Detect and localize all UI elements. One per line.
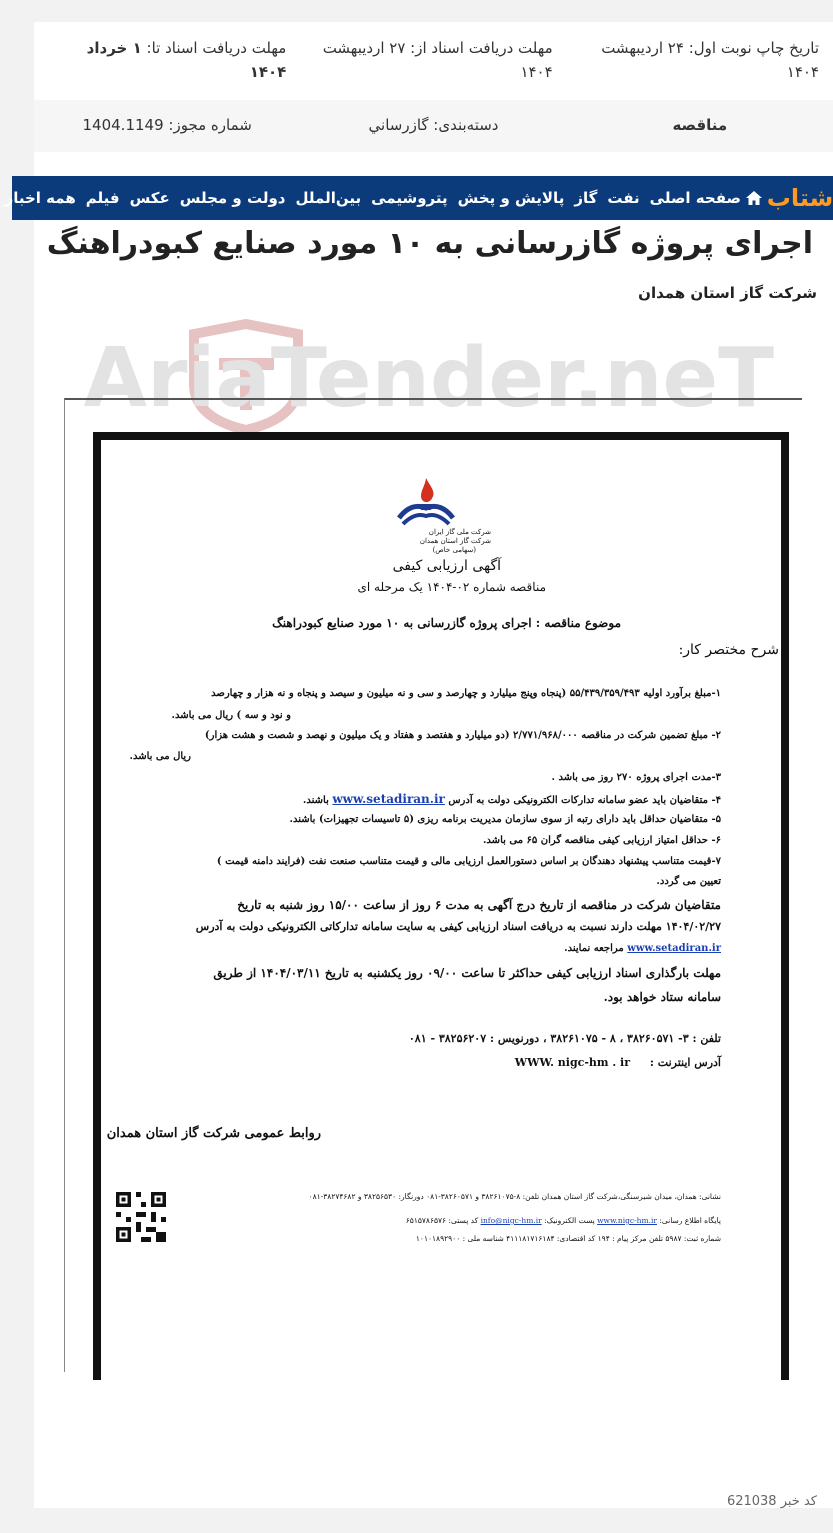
article-headline: اجرای پروژه گازرسانی به ۱۰ مورد صنایع کبودراهنگ <box>46 226 813 261</box>
nav-item-petrochemical[interactable]: پتروشیمی <box>371 189 448 207</box>
doc-subject: موضوع مناقصه : اجرای پروژه گازرسانی به ۱۰ مورد صنایع کبودراهنگ <box>272 616 621 630</box>
footer-line-3: شماره ثبت: ۵۹۸۷ تلفن مرکز پیام : ۱۹۴ کد اقتصادی: ۴۱۱۱۸۱۷۱۶۱۸۴ شناسه ملی : ۱۰۱۰۱۸۹۲۹۰۰ <box>415 1234 721 1243</box>
nav-item-oil[interactable]: نفت <box>607 189 640 207</box>
info-row-meta <box>34 100 833 152</box>
signature: روابط عمومی شرکت گاز استان همدان <box>106 1126 321 1141</box>
news-code: کد خبر 621038 <box>726 1494 817 1509</box>
org-line-1: شرکت ملی گاز ایران <box>428 528 491 536</box>
footer-email-link[interactable]: info@nigc-hm.ir <box>480 1216 542 1225</box>
doc-item-6: ۶- حداقل امتیاز ارزیابی کیفی مناقصه گران ۶۵ می باشد. <box>482 835 721 846</box>
para1-line3 <box>564 943 721 954</box>
tender-info-grid <box>34 22 833 152</box>
nav-item-refining[interactable]: پالایش و پخش <box>457 189 565 207</box>
doc-item-4-suffix: باشند. <box>302 795 329 806</box>
footer-line-2 <box>406 1216 721 1225</box>
doc-item-1b: و نود و سه ) ریال می باشد. <box>171 710 291 721</box>
tender-category: دسته‌بندی: گازرساني <box>368 116 499 134</box>
site-logo[interactable]: شتاب <box>766 184 833 212</box>
internet-line <box>515 1056 721 1069</box>
nav-item-government[interactable]: دولت و مجلس <box>179 189 286 207</box>
doc-item-5: ۵- متقاضیان حداقل باید دارای رتبه از سوی سازمان مدیریت برنامه ریزی (۵ تاسیسات تجهیزات) باشند. <box>289 814 721 825</box>
setadiran-link-2[interactable]: www.setadiran.ir <box>627 943 721 954</box>
tender-type-label: مناقصه <box>672 116 728 134</box>
company-name[interactable]: شرکت گاز استان همدان <box>638 284 817 302</box>
nav-item-photo[interactable]: عکس <box>129 189 170 207</box>
org-line-2: شرکت گاز استان همدان <box>419 537 491 545</box>
home-icon <box>746 191 762 205</box>
phone-line: تلفن : ۳- ۳۸۲۶۰۵۷۱ ، ۸ - ۳۸۲۶۱۰۷۵ ، دورنویس : ۳۸۲۵۶۲۰۷ - ۰۸۱ <box>408 1032 721 1045</box>
doc-title: آگهی ارزیابی کیفی <box>392 558 501 574</box>
tender-type <box>567 100 833 152</box>
watermark-text: AriaTender.neT <box>83 331 774 426</box>
nav-item-international[interactable]: بین‌الملل <box>295 189 362 207</box>
internet-label: آدرس اینترنت : <box>649 1056 721 1069</box>
setadiran-link[interactable]: www.setadiran.ir <box>332 792 445 806</box>
nigc-logo-icon <box>391 474 461 534</box>
tender-document-image <box>64 398 802 1372</box>
footer-site-label: پایگاه اطلاع رسانی: <box>659 1216 721 1225</box>
doc-item-4-text: ۴- متقاضیان باید عضو سامانه تدارکات الکترونیکی دولت به آدرس <box>448 795 721 806</box>
doc-item-2: ۲- مبلغ تضمین شرکت در مناقصه ۲/۷۷۱/۹۶۸/۰۰۰ (دو میلیارد و هفتصد و هفتاد و یک میلیون و نهصد و شصت و هشت هزار) <box>204 730 721 741</box>
receive-until-label: مهلت دریافت اسناد تا: <box>146 39 287 57</box>
doc-item-2b: ریال می باشد. <box>129 751 191 762</box>
print-date: تاریخ چاپ نوبت اول: ۲۴ اردیبهشت ۱۴۰۴ <box>601 39 819 81</box>
receive-until-date <box>34 22 300 100</box>
footer-postal: کد پستی: ۶۵۱۵۷۸۶۵۷۶ <box>405 1216 479 1225</box>
footer-line-1: نشانی: همدان، میدان شیرسنگی،شرکت گاز استان همدان تلفن: ۸-۳۸۲۶۱۰۷۵ و ۳۸۲۶۰۵۷۱-۰۸۱ دورنگار: ۳۸۲۵۶۵۳۰ و ۳۸۲۷۴۶۸۲-۰۸۱ <box>308 1192 721 1201</box>
org-line-3: (سهامی خاص) <box>432 546 476 554</box>
nav-item-gas[interactable]: گاز <box>574 189 598 207</box>
para2-line2: سامانه ستاد خواهد بود. <box>603 990 721 1004</box>
tender-card <box>34 22 833 1508</box>
doc-item-3: ۳-مدت اجرای پروژه ۲۷۰ روز می باشد . <box>551 772 721 783</box>
main-navbar <box>4 176 833 220</box>
info-row-dates <box>34 22 833 100</box>
qr-code-icon <box>116 1192 166 1242</box>
nav-item-video[interactable]: فیلم <box>85 189 120 207</box>
receive-from-date: مهلت دریافت اسناد از: ۲۷ اردیبهشت ۱۴۰۴ <box>322 39 553 81</box>
doc-subtitle: مناقصه شماره ۰۲-۱۴۰۴ یک مرحله ای <box>357 580 546 594</box>
para2-line1: مهلت بارگذاری اسناد ارزیابی کیفی حداکثر تا ساعت ۰۹/۰۰ روز یکشنبه به تاریخ ۱۴۰۴/۰۳/۱۱ از طریق <box>213 966 721 980</box>
para1-line1: متقاضیان شرکت در مناقصه از تاریخ درج آگهی به مدت ۶ روز از ساعت ۱۵/۰۰ روز شنبه به تاریخ <box>237 898 721 912</box>
internet-value: WWW. nigc-hm . ir <box>514 1056 631 1069</box>
footer-email-label: پست الکترونیک: <box>544 1216 595 1225</box>
doc-item-4 <box>303 792 721 806</box>
nav-item-all-news[interactable]: همه اخبار <box>4 189 76 207</box>
doc-item-7b: تعیین می گردد. <box>656 876 721 887</box>
nav-item-home[interactable] <box>645 189 767 207</box>
nav-item-home-label: صفحه اصلی <box>649 189 741 207</box>
doc-item-7: ۷-قیمت متناسب پیشنهاد دهندگان بر اساس دستورالعمل ارزیابی مالی و قیمت متناسب صنعت نفت (فرایند دامنه قیمت ) <box>216 856 721 867</box>
doc-item-1: ۱-مبلغ برآورد اولیه ۵۵/۴۳۹/۳۵۹/۴۹۳ (پنجاه وپنج میلیارد و چهارصد و سی و نه میلیون و سیصد و پنجاه و نه هزار و چهارصد <box>211 688 721 699</box>
para1-line2: ۱۴۰۴/۰۲/۲۷ مهلت دارند نسبت به دریافت اسناد ارزیابی کیفی به سایت سامانه تدارکاتی الکترونیکی دولت به آدرس <box>195 920 721 933</box>
tender-document-page <box>93 432 789 1380</box>
footer-site-link[interactable]: www.nigc-hm.ir <box>597 1216 657 1225</box>
para1-line3-text: مراجعه نمایند. <box>564 943 624 954</box>
summary-heading: شرح مختصر کار: <box>678 642 779 658</box>
receive-until-value: ۱ خرداد ۱۴۰۴ <box>86 39 287 81</box>
tender-permit: شماره مجوز: 1404.1149 <box>82 116 252 134</box>
